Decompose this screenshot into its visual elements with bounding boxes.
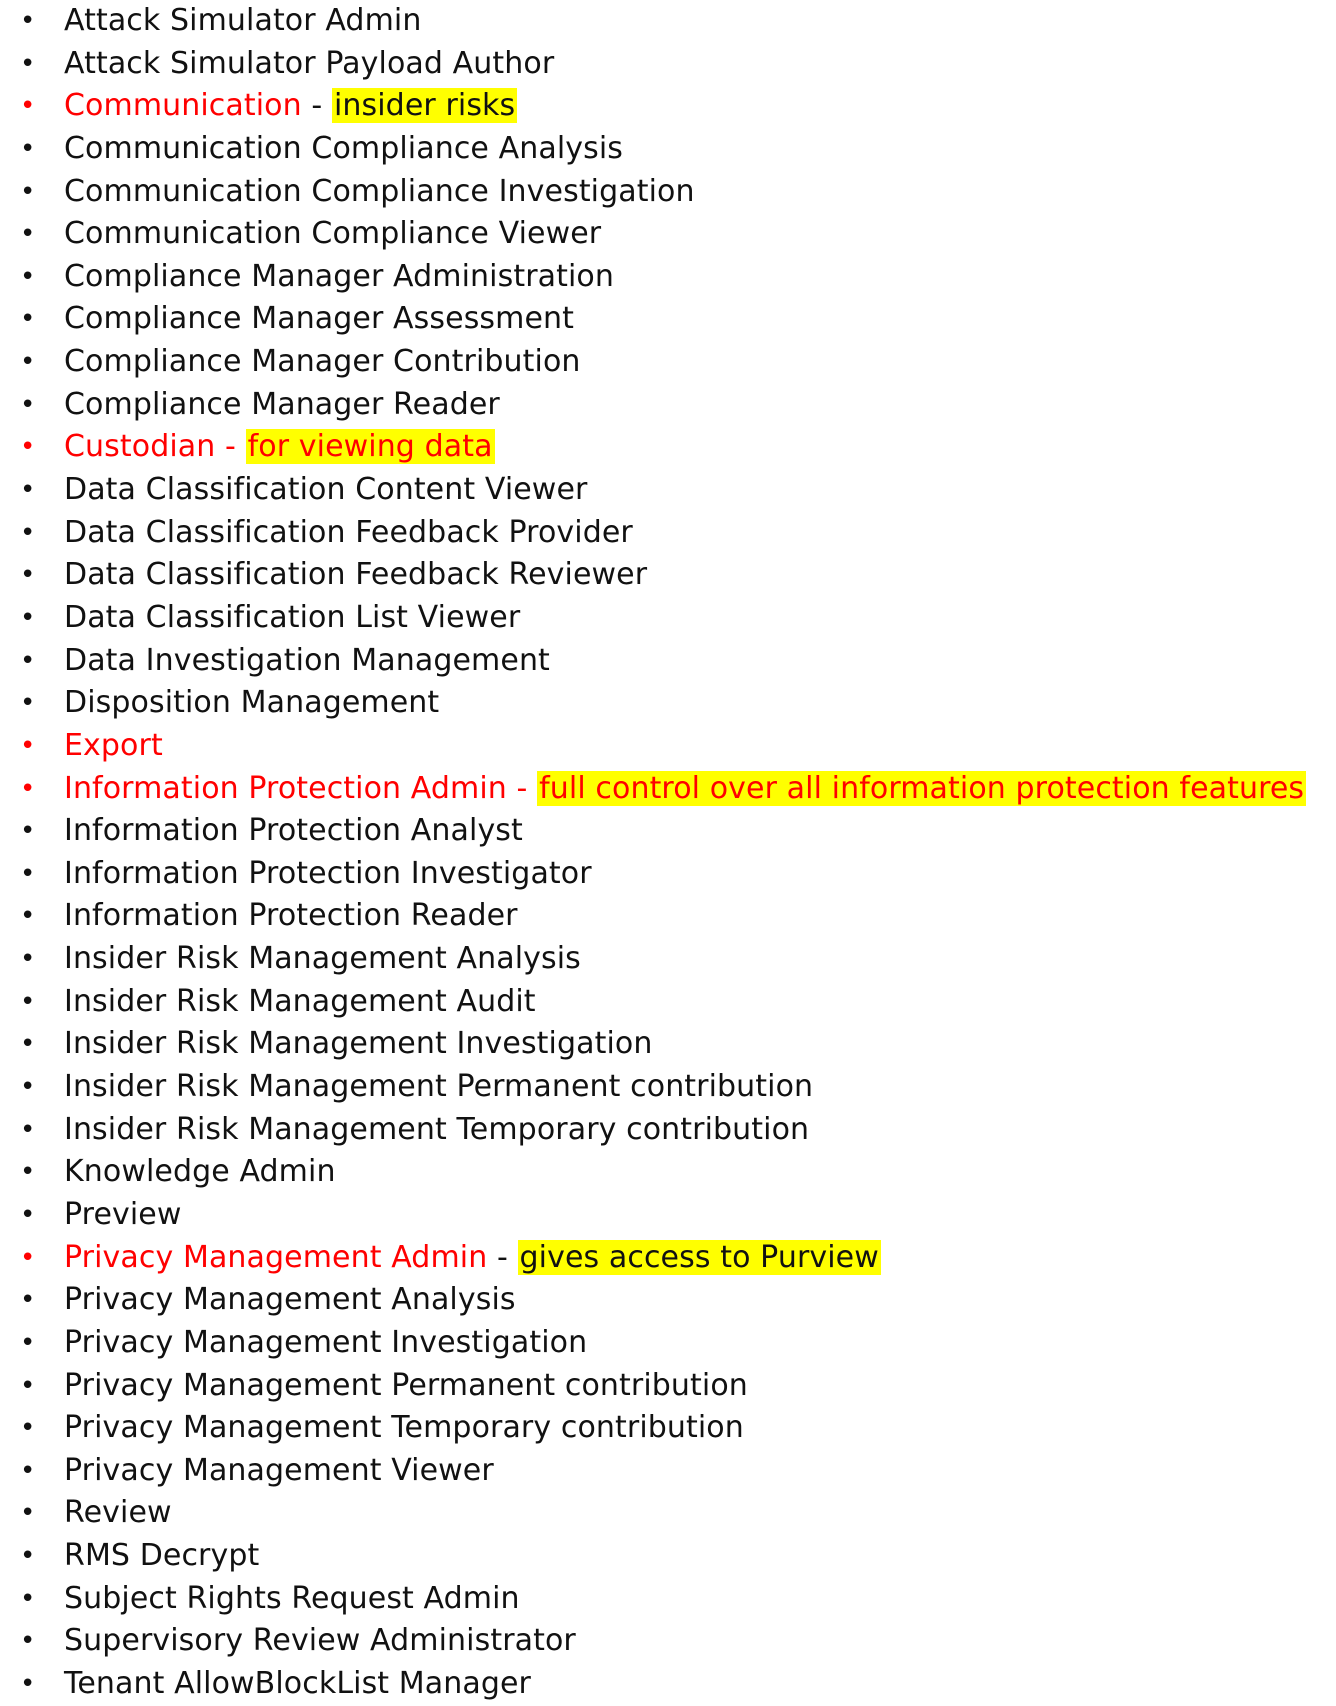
list-item	[0, 1194, 1336, 1237]
role-text	[64, 640, 550, 683]
role-text	[64, 1151, 336, 1194]
role-text	[64, 1194, 181, 1237]
role-text	[64, 298, 574, 341]
role-text	[64, 43, 554, 86]
role-text	[64, 1663, 531, 1706]
list-item	[0, 554, 1336, 597]
bullet-icon: •	[20, 730, 36, 761]
list-item	[0, 85, 1336, 128]
role-text	[64, 938, 581, 981]
role-text	[64, 512, 633, 555]
bullet-icon: •	[20, 645, 36, 676]
bullet-icon: •	[20, 1157, 36, 1188]
role-text	[64, 597, 520, 640]
list-item	[0, 512, 1336, 555]
bullet-icon: •	[20, 475, 36, 506]
highlighted-note: for viewing data	[247, 429, 493, 465]
role-name: Privacy Management Analysis	[64, 1282, 516, 1318]
bullet-icon: •	[20, 1285, 36, 1316]
role-name: Privacy Management Investigation	[64, 1324, 588, 1360]
role-name: Privacy Management Admin	[64, 1239, 488, 1275]
list-item	[0, 171, 1336, 214]
role-name: Compliance Manager Administration	[64, 258, 614, 294]
bullet-icon: •	[20, 560, 36, 591]
separator: -	[487, 1239, 518, 1275]
bullet-icon: •	[20, 602, 36, 633]
role-text	[64, 469, 587, 512]
role-text	[64, 725, 163, 768]
list-item	[0, 1322, 1336, 1365]
role-name: Communication Compliance Analysis	[64, 130, 624, 166]
role-text	[64, 426, 495, 469]
role-text	[64, 1492, 172, 1535]
bullet-icon: •	[20, 1242, 36, 1273]
role-name: Preview	[64, 1196, 182, 1232]
bullet-icon: •	[20, 1668, 36, 1699]
list-item	[0, 725, 1336, 768]
role-name: Insider Risk Management Investigation	[64, 1026, 653, 1062]
bullet-icon: •	[20, 219, 36, 250]
separator: -	[215, 429, 246, 465]
role-text	[64, 1535, 259, 1578]
role-text	[64, 1620, 576, 1663]
list-item	[0, 1151, 1336, 1194]
role-name: Subject Rights Request Admin	[64, 1580, 520, 1616]
bullet-icon: •	[20, 176, 36, 207]
list-item	[0, 128, 1336, 171]
role-text	[64, 981, 536, 1024]
role-text	[64, 213, 601, 256]
role-name: Attack Simulator Admin	[64, 3, 422, 38]
bullet-icon: •	[20, 304, 36, 335]
list-item	[0, 682, 1336, 725]
role-name: Data Investigation Management	[64, 642, 550, 678]
list-item	[0, 1109, 1336, 1152]
bullet-icon: •	[20, 944, 36, 975]
bullet-icon: •	[20, 986, 36, 1017]
role-text	[64, 171, 695, 214]
list-item	[0, 1663, 1336, 1706]
separator: -	[301, 88, 332, 124]
list-item	[0, 895, 1336, 938]
role-text	[64, 1322, 587, 1365]
bullet-icon: •	[20, 261, 36, 292]
role-name: Communication Compliance Viewer	[64, 216, 602, 252]
bullet-icon: •	[20, 1029, 36, 1060]
bullet-icon: •	[20, 1370, 36, 1401]
list-item	[0, 298, 1336, 341]
bullet-icon: •	[20, 389, 36, 420]
bullet-icon: •	[20, 6, 36, 36]
role-name: Compliance Manager Contribution	[64, 344, 581, 380]
list-item	[0, 426, 1336, 469]
list-item	[0, 938, 1336, 981]
list-item	[0, 1535, 1336, 1578]
highlighted-note: insider risks	[333, 88, 516, 124]
role-name: Privacy Management Temporary contribution	[64, 1410, 744, 1446]
list-item	[0, 1407, 1336, 1450]
role-text	[64, 810, 523, 853]
highlighted-note: gives access to Purview	[519, 1239, 879, 1275]
role-name: Tenant AllowBlockList Manager	[64, 1665, 531, 1701]
role-text	[64, 341, 581, 384]
role-name: Knowledge Admin	[64, 1154, 336, 1190]
role-name: Insider Risk Management Analysis	[64, 941, 581, 977]
bullet-icon: •	[20, 773, 36, 804]
role-name: Insider Risk Management Audit	[64, 983, 536, 1019]
role-text	[64, 1450, 494, 1493]
role-name: Attack Simulator Payload Author	[64, 45, 555, 81]
role-name: RMS Decrypt	[64, 1538, 260, 1574]
bullet-icon: •	[20, 517, 36, 548]
highlighted-note: full control over all information protection features	[539, 770, 1305, 806]
list-item	[0, 469, 1336, 512]
role-name: Export	[64, 727, 163, 763]
list-item	[0, 1023, 1336, 1066]
list-item	[0, 1620, 1336, 1663]
bullet-icon: •	[20, 688, 36, 719]
role-name: Data Classification Feedback Reviewer	[64, 557, 648, 593]
list-item	[0, 341, 1336, 384]
list-item	[0, 256, 1336, 299]
role-name: Communication Compliance Investigation	[64, 173, 695, 209]
role-name: Privacy Management Viewer	[64, 1452, 494, 1488]
role-name: Insider Risk Management Permanent contribution	[64, 1069, 814, 1105]
role-text	[64, 853, 592, 896]
role-name: Information Protection Investigator	[64, 855, 592, 891]
bullet-icon: •	[20, 48, 36, 79]
bullet-icon: •	[20, 858, 36, 889]
list-item	[0, 0, 1336, 43]
bullet-icon: •	[20, 1498, 36, 1529]
role-text	[64, 768, 1306, 811]
role-text	[64, 1279, 516, 1322]
role-name: Compliance Manager Reader	[64, 386, 500, 422]
list-item	[0, 1237, 1336, 1280]
role-name: Review	[64, 1495, 172, 1531]
role-name: Information Protection Reader	[64, 898, 518, 934]
list-item	[0, 1066, 1336, 1109]
list-item	[0, 43, 1336, 86]
role-text	[64, 1023, 652, 1066]
role-text	[64, 384, 500, 427]
role-text	[64, 1237, 881, 1280]
separator: -	[506, 770, 538, 806]
role-text	[64, 256, 614, 299]
bullet-icon: •	[20, 91, 36, 122]
role-text	[64, 1578, 520, 1621]
role-name: Insider Risk Management Temporary contribution	[64, 1111, 810, 1147]
bullet-icon: •	[20, 347, 36, 378]
role-text	[64, 1365, 748, 1408]
list-item	[0, 981, 1336, 1024]
role-name: Disposition Management	[64, 685, 440, 721]
role-text	[64, 0, 421, 43]
role-name: Compliance Manager Assessment	[64, 301, 575, 337]
role-text	[64, 1109, 809, 1152]
list-item	[0, 384, 1336, 427]
role-name: Information Protection Analyst	[64, 813, 523, 849]
bullet-icon: •	[20, 1626, 36, 1657]
bullet-icon: •	[20, 1583, 36, 1614]
role-text	[64, 895, 518, 938]
role-text	[64, 1066, 813, 1109]
bullet-icon: •	[20, 133, 36, 164]
bullet-icon: •	[20, 432, 36, 463]
role-name: Privacy Management Permanent contribution	[64, 1367, 748, 1403]
role-text	[64, 554, 647, 597]
role-name: Data Classification Feedback Provider	[64, 514, 633, 550]
list-item	[0, 1578, 1336, 1621]
list-item	[0, 1279, 1336, 1322]
bullet-icon: •	[20, 1199, 36, 1230]
list-item	[0, 853, 1336, 896]
role-text	[64, 682, 439, 725]
list-item	[0, 810, 1336, 853]
list-item	[0, 1492, 1336, 1535]
role-text	[64, 85, 517, 128]
list-item	[0, 1365, 1336, 1408]
list-item	[0, 768, 1336, 811]
role-name: Custodian	[64, 429, 216, 465]
role-text	[64, 128, 623, 171]
role-text	[64, 1407, 744, 1450]
role-name: Supervisory Review Administrator	[64, 1623, 576, 1659]
bullet-icon: •	[20, 1413, 36, 1444]
list-item	[0, 597, 1336, 640]
bullet-icon: •	[20, 1072, 36, 1103]
bullet-icon: •	[20, 1114, 36, 1145]
list-item	[0, 640, 1336, 683]
bullet-icon: •	[20, 1327, 36, 1358]
bullet-icon: •	[20, 1541, 36, 1572]
role-name: Information Protection Admin	[64, 770, 507, 806]
role-name: Data Classification List Viewer	[64, 599, 521, 635]
list-item	[0, 1450, 1336, 1493]
bullet-icon: •	[20, 816, 36, 847]
role-name: Data Classification Content Viewer	[64, 472, 588, 508]
role-name: Communication	[64, 88, 302, 124]
bullet-icon: •	[20, 901, 36, 932]
list-item	[0, 213, 1336, 256]
bullet-icon: •	[20, 1455, 36, 1486]
